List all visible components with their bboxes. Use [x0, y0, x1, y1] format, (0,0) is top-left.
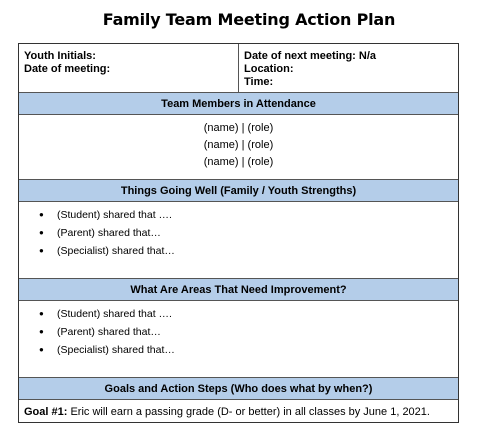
goal-1-text: Eric will earn a passing grade (D- or better) in all classes by June 1, 2021. [67, 406, 430, 418]
improvement-header-text: What Are Areas That Need Improvement? [130, 283, 347, 296]
document-title: Family Team Meeting Action Plan [102, 10, 396, 29]
improvement-list [19, 305, 458, 359]
going-well-section [19, 202, 458, 279]
date-of-meeting-label: Date of meeting: [24, 63, 111, 75]
goals-header [19, 378, 458, 400]
list-item: ● (Specialist) shared that… [19, 341, 458, 359]
list-item: ● (Student) shared that …. [19, 206, 458, 224]
going-well-list [19, 206, 458, 260]
list-item: ● (Student) shared that …. [19, 305, 458, 323]
meeting-info-row [19, 44, 458, 93]
list-item: ● (Specialist) shared that… [19, 242, 458, 260]
attendance-member: (name) | (role) [203, 156, 274, 168]
youth-info-cell [19, 44, 239, 92]
attendance-header [19, 93, 458, 115]
attendance-member: (name) | (role) [203, 139, 274, 151]
list-item: ● (Parent) shared that… [19, 323, 458, 341]
going-well-header-text: Things Going Well (Family / Youth Strengths) [120, 184, 357, 197]
list-item: ● (Parent) shared that… [19, 224, 458, 242]
improvement-header [19, 279, 458, 301]
action-plan-table [18, 43, 459, 423]
improvement-section [19, 301, 458, 378]
goal-1-label: Goal #1: [24, 406, 68, 418]
youth-initials-label: Youth Initials: [24, 50, 96, 62]
time-label: Time: [244, 76, 274, 88]
attendance-header-text: Team Members in Attendance [161, 97, 316, 110]
attendance-member: (name) | (role) [203, 122, 274, 134]
next-meeting-label: Date of next meeting: N/a [244, 50, 377, 62]
going-well-header [19, 180, 458, 202]
goal-1-row [19, 400, 458, 430]
attendance-list [19, 115, 458, 180]
next-meeting-cell [239, 44, 458, 92]
location-label: Location: [244, 63, 294, 75]
goals-header-text: Goals and Action Steps (Who does what by when?) [104, 382, 373, 395]
